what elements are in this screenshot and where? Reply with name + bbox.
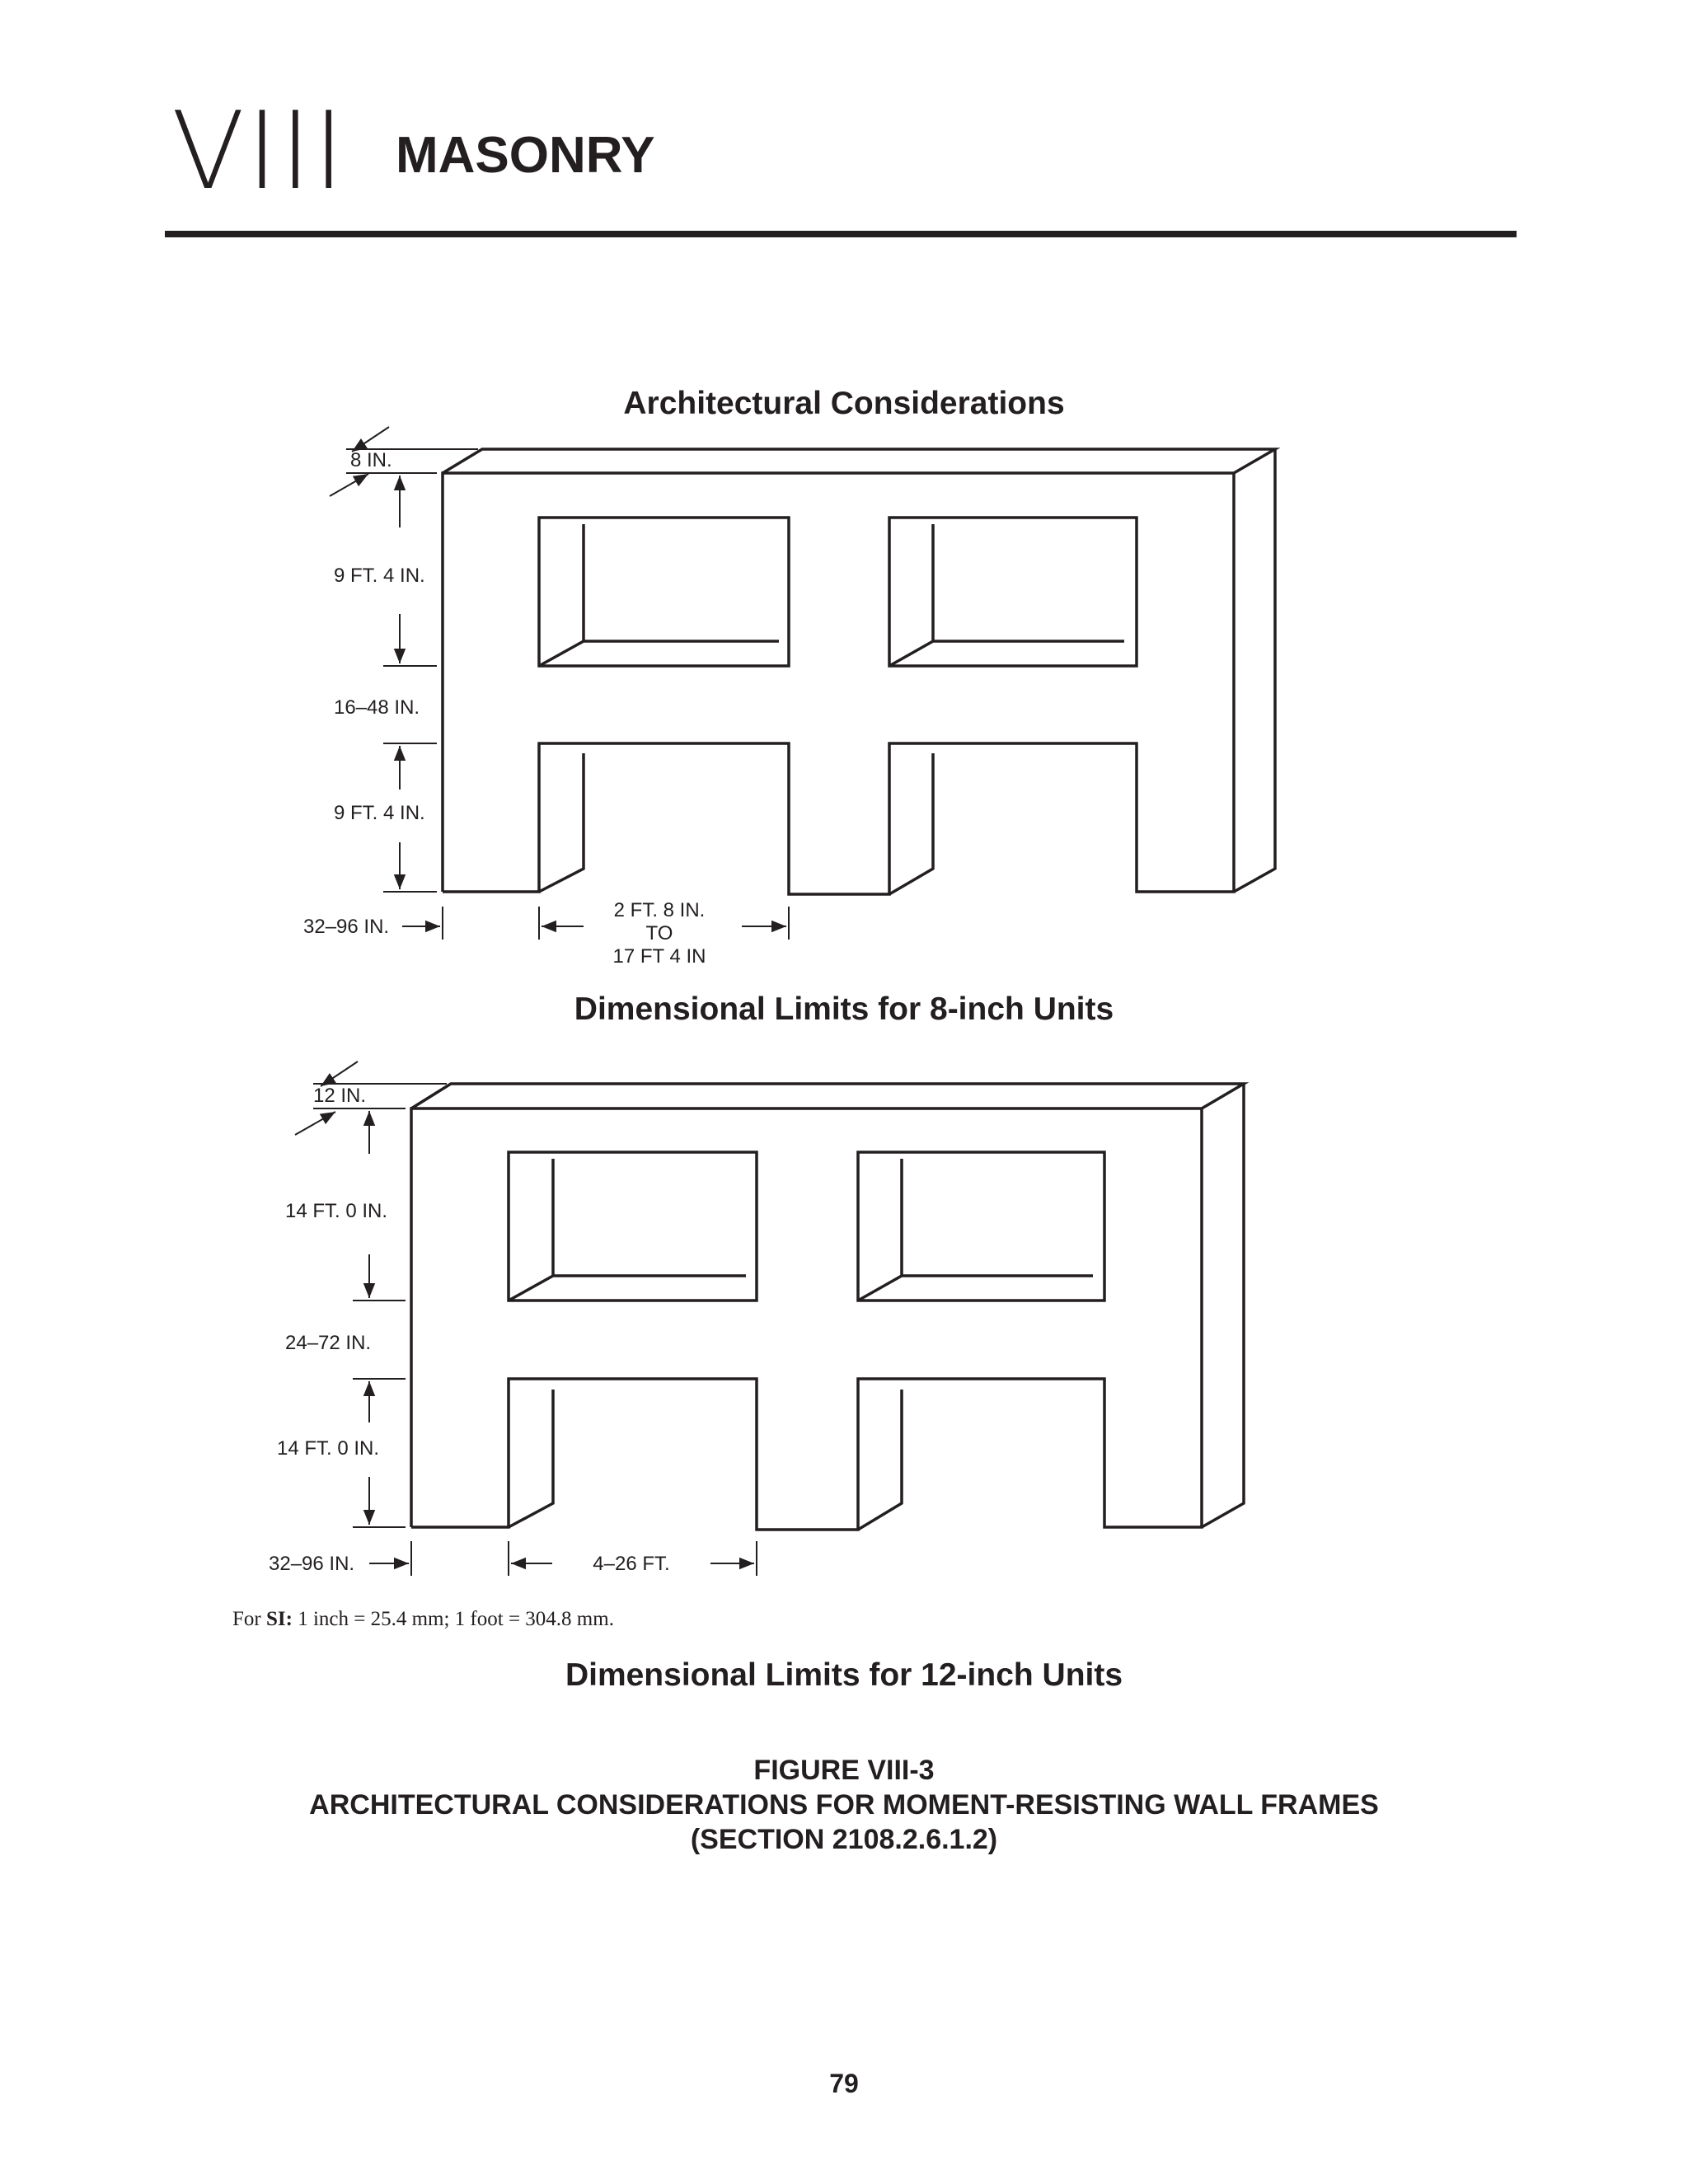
heading-8inch-units: Dimensional Limits for 8-inch Units — [574, 991, 1114, 1027]
figure-caption-title: ARCHITECTURAL CONSIDERATIONS FOR MOMENT-RESISTING WALL FRAMES — [309, 1789, 1379, 1821]
figure-caption-section: (SECTION 2108.2.6.1.2) — [690, 1824, 998, 1855]
heading-architectural-considerations: Architectural Considerations — [623, 386, 1065, 421]
dims-8inch — [330, 427, 789, 940]
frame-12inch — [411, 1084, 1244, 1530]
label-12inch-lower-height: 14 FT. 0 IN. — [277, 1437, 380, 1460]
heading-12inch-units: Dimensional Limits for 12-inch Units — [565, 1657, 1123, 1693]
frame-12inch-side — [1202, 1084, 1244, 1527]
label-8inch-span-1: 2 FT. 8 IN. — [613, 899, 706, 921]
labels-12inch — [269, 1085, 670, 1575]
chapter-title: MASONRY — [396, 127, 655, 184]
label-8inch-thickness: 8 IN. — [350, 449, 392, 471]
frame-8inch — [443, 449, 1275, 894]
chapter-number: VIII — [171, 88, 346, 213]
frame-8inch-front — [443, 473, 1234, 894]
labels-8inch — [303, 449, 706, 968]
figure-caption-number: FIGURE VIII-3 — [753, 1755, 935, 1786]
frame-8inch-top — [443, 449, 1275, 473]
label-8inch-span-2: TO — [645, 922, 673, 944]
page-number: 79 — [829, 2069, 859, 2098]
label-8inch-lower-height: 9 FT. 4 IN. — [334, 802, 425, 824]
label-12inch-spandrel: 24–72 IN. — [285, 1332, 372, 1354]
label-8inch-pier-width: 32–96 IN. — [303, 916, 390, 938]
label-8inch-span-3: 17 FT 4 IN — [612, 945, 706, 968]
frame-12inch-front — [411, 1108, 1202, 1530]
label-12inch-upper-height: 14 FT. 0 IN. — [285, 1200, 388, 1222]
si-conversion-note: For SI: 1 inch = 25.4 mm; 1 foot = 304.8 mm. — [232, 1608, 614, 1630]
label-8inch-spandrel: 16–48 IN. — [334, 696, 420, 719]
label-8inch-upper-height: 9 FT. 4 IN. — [334, 565, 425, 587]
label-12inch-pier-width: 32–96 IN. — [269, 1553, 355, 1575]
dims-12inch — [295, 1062, 757, 1576]
label-12inch-span: 4–26 FT. — [593, 1553, 670, 1575]
label-12inch-thickness: 12 IN. — [313, 1085, 367, 1107]
frame-8inch-side — [1234, 449, 1275, 892]
frame-12inch-top — [411, 1084, 1244, 1108]
